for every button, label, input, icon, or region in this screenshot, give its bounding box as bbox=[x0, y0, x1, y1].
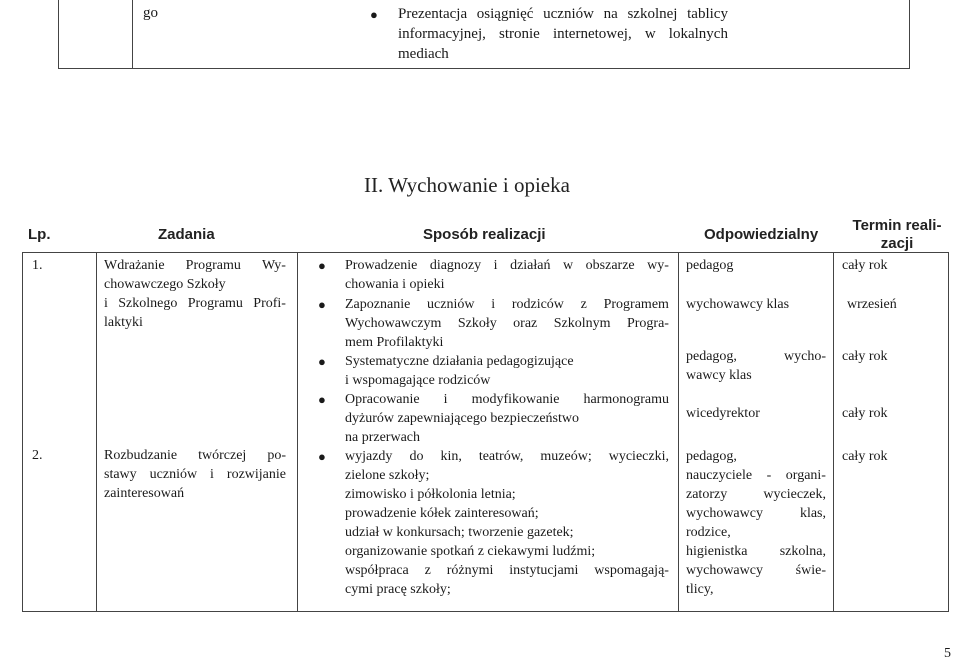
method-line: na przerwach bbox=[345, 430, 421, 445]
method-line: prowadzenie kółek zainteresowań; bbox=[345, 506, 539, 521]
responsible-line: zatorzy wycieczek, bbox=[686, 487, 826, 502]
method-line: dyżurów zapewniającego bezpieczeństwo bbox=[345, 411, 579, 426]
header-termin bbox=[844, 217, 950, 253]
task-line: laktyki bbox=[104, 315, 143, 330]
method-line: Zapoznanie uczniów i rodziców z Programem bbox=[345, 297, 669, 312]
top-table-divider bbox=[132, 0, 133, 69]
bullet-icon: ● bbox=[318, 297, 326, 312]
row-1-task bbox=[104, 256, 286, 332]
responsible-line: pedagog, wycho- bbox=[686, 349, 826, 364]
bullet-icon: ● bbox=[318, 354, 326, 369]
main-divider-method bbox=[297, 252, 298, 612]
method-line: Wychowawczym Szkoły oraz Szkolnym Progra- bbox=[345, 316, 669, 331]
row-2-responsible bbox=[686, 447, 826, 599]
method-line: Prowadzenie diagnozy i działań w obszarze wy- bbox=[345, 258, 669, 273]
responsible-line: wawcy klas bbox=[686, 368, 752, 383]
method-line: zielone szkoły; bbox=[345, 468, 430, 483]
header-termin-line: Termin reali- bbox=[852, 217, 942, 234]
method-line: wyjazdy do kin, teatrów, muzeów; wycieczki, bbox=[345, 449, 669, 464]
row-1-responsible-4: wicedyrektor bbox=[686, 406, 760, 421]
responsible-line: tlicy, bbox=[686, 582, 714, 597]
top-table-right-border bbox=[909, 0, 910, 69]
task-line: i Szkolnego Programu Profi- bbox=[104, 296, 286, 311]
row-1-method-4 bbox=[345, 390, 669, 447]
method-line: udział w konkursach; tworzenie gazetek; bbox=[345, 525, 574, 540]
bullet-icon: ● bbox=[318, 258, 326, 273]
row-1-method-1 bbox=[345, 256, 669, 294]
method-line: i wspomagające rodziców bbox=[345, 373, 491, 388]
top-item-text bbox=[398, 4, 728, 64]
row-2-number: 2. bbox=[32, 448, 43, 463]
responsible-line: higienistka szkolna, bbox=[686, 544, 826, 559]
page-number: 5 bbox=[944, 646, 951, 661]
row-1-number: 1. bbox=[32, 258, 43, 273]
row-1-method-3 bbox=[345, 352, 669, 390]
method-line: Systematyczne działania pedagogizujące bbox=[345, 354, 574, 369]
method-line: współpraca z różnymi instytucjami wspomagają- bbox=[345, 563, 669, 578]
section-title: II. Wychowanie i opieka bbox=[364, 173, 570, 197]
row-1-term-4: cały rok bbox=[842, 406, 888, 421]
header-sposob: Sposób realizacji bbox=[423, 226, 546, 243]
task-line: stawy uczniów i rozwijanie bbox=[104, 467, 286, 482]
row-2-method bbox=[345, 447, 669, 599]
main-right-border bbox=[948, 252, 949, 612]
bullet-icon: ● bbox=[318, 449, 326, 464]
main-divider-term bbox=[833, 252, 834, 612]
header-odpowiedzialny: Odpowiedzialny bbox=[704, 226, 819, 243]
row-1-term-2: wrzesień bbox=[847, 297, 897, 312]
top-table-bottom-border bbox=[58, 68, 910, 69]
bullet-icon: ● bbox=[318, 392, 326, 407]
method-line: zimowisko i półkolonia letnia; bbox=[345, 487, 516, 502]
method-line: Opracowanie i modyfikowanie harmonogramu bbox=[345, 392, 669, 407]
row-1-term-3: cały rok bbox=[842, 349, 888, 364]
top-item-line: Prezentacja osiągnięć uczniów na szkolnej tablicy bbox=[398, 6, 728, 22]
responsible-line: wychowawcy świe- bbox=[686, 563, 826, 578]
task-line: chowawczego Szkoły bbox=[104, 277, 226, 292]
row-1-responsible-2: wychowawcy klas bbox=[686, 297, 790, 312]
method-line: mem Profilaktyki bbox=[345, 335, 444, 350]
responsible-line: rodzice, bbox=[686, 525, 731, 540]
main-divider-responsible bbox=[678, 252, 679, 612]
top-table-left-border bbox=[58, 0, 59, 69]
top-item-line: mediach bbox=[398, 46, 449, 62]
responsible-line: nauczyciele - organi- bbox=[686, 468, 826, 483]
main-bottom-border bbox=[22, 611, 949, 612]
row-1-responsible-1: pedagog bbox=[686, 258, 734, 273]
main-divider-task bbox=[96, 252, 97, 612]
header-zadania: Zadania bbox=[158, 226, 215, 243]
method-line: organizowanie spotkań z ciekawymi ludźmi; bbox=[345, 544, 596, 559]
header-lp: Lp. bbox=[28, 226, 51, 243]
bullet-icon: ● bbox=[370, 7, 378, 22]
top-left-cell: go bbox=[143, 5, 158, 21]
task-line: zainteresowań bbox=[104, 486, 185, 501]
method-line: chowania i opieki bbox=[345, 277, 445, 292]
row-1-method-2 bbox=[345, 295, 669, 352]
method-line: cymi pracę szkoły; bbox=[345, 582, 451, 597]
row-1-term-1: cały rok bbox=[842, 258, 888, 273]
row-1-responsible-3 bbox=[686, 347, 826, 385]
top-item-line: informacyjnej, stronie internetowej, w lokalnych bbox=[398, 26, 728, 42]
responsible-line: pedagog, bbox=[686, 449, 737, 464]
row-2-term: cały rok bbox=[842, 449, 888, 464]
row-2-task bbox=[104, 446, 286, 503]
task-line: Wdrażanie Programu Wy- bbox=[104, 258, 286, 273]
header-termin-line: zacji bbox=[880, 235, 914, 252]
header-bottom-border bbox=[22, 252, 948, 253]
task-line: Rozbudzanie twórczej po- bbox=[104, 448, 286, 463]
main-left-border bbox=[22, 252, 23, 612]
responsible-line: wychowawcy klas, bbox=[686, 506, 826, 521]
